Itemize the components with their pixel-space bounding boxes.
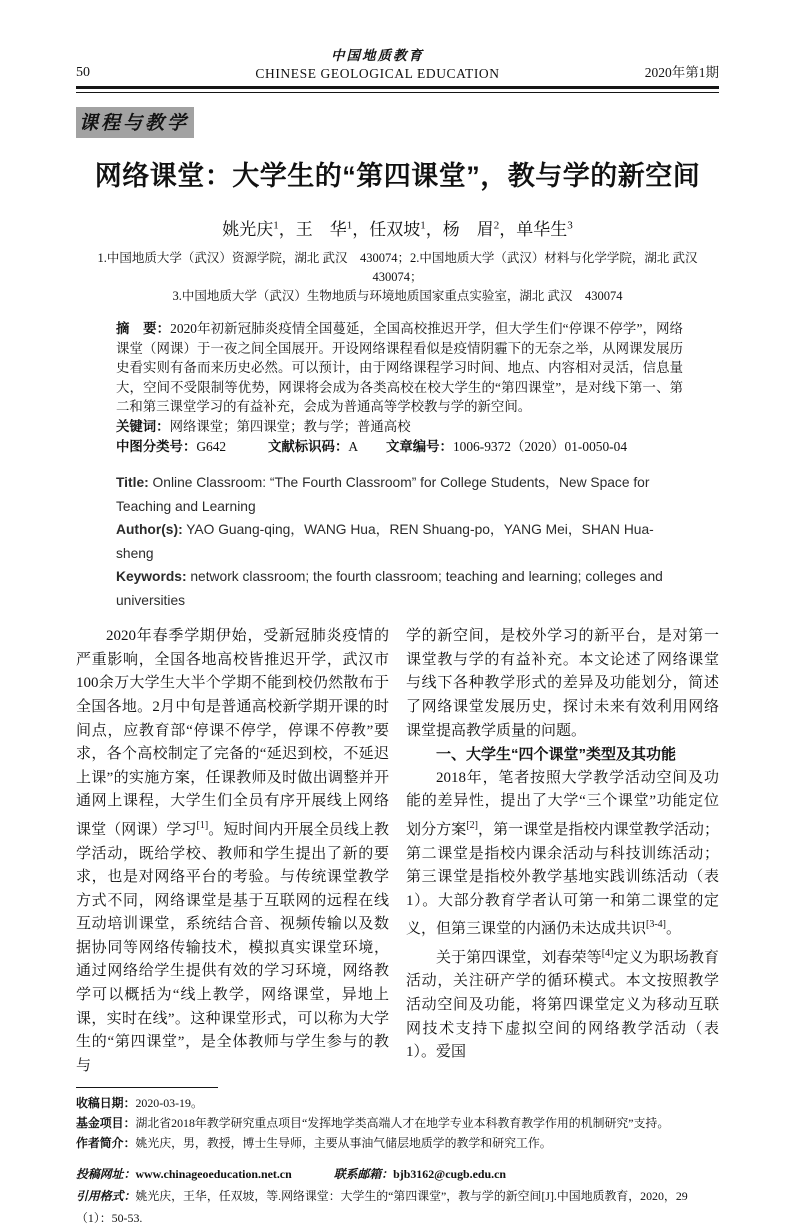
author-affil-sup: 1 <box>346 219 353 232</box>
article-title: 网络课堂：大学生的“第四课堂”，教与学的新空间 <box>94 161 701 191</box>
footnotes <box>76 1093 719 1153</box>
author-affil-sup: 3 <box>567 219 573 232</box>
issue-label: 2020年第1期 <box>644 65 719 80</box>
section-tag: 课程与教学 <box>76 107 194 138</box>
journal-info-block <box>76 1163 719 1229</box>
author-separator: ， <box>499 220 517 239</box>
left-column <box>76 625 389 1078</box>
author: 姚光庆$^1$ <box>222 219 279 239</box>
affiliation-line-2: 3.中国地质大学（武汉）生物地质与环境地质国家重点实验室，湖北 武汉 430074 <box>172 289 623 303</box>
journal-title-en: CHINESE GEOLOGICAL EDUCATION <box>255 66 500 81</box>
front-matter <box>116 319 683 456</box>
author-separator: ， <box>425 220 443 239</box>
article-id: 文章编号：1006-9372（2020）01-0050-04 <box>386 438 628 454</box>
citation-text: 姚光庆，王华，任双坡，等.网络课堂：大学生的“第四课堂”，教与学的新空间[J].中国地质教育，2020，29（1）：50-53. <box>76 1189 688 1226</box>
spacer <box>292 1163 334 1185</box>
contact-email-item: 联系邮箱：bjb3162@cugb.edu.cn <box>333 1167 506 1182</box>
affiliation-line-1: 1.中国地质大学（武汉）资源学院，湖北 武汉 430074；2.中国地质大学（武汉）材料与化学学院，湖北 武汉 430074； <box>97 251 711 284</box>
section-heading: 一、大学生“四个课堂”类型及其功能 <box>436 746 677 764</box>
page-header <box>76 44 719 82</box>
author-affil-sup: 1 <box>420 219 426 232</box>
article-body <box>76 625 719 1078</box>
body-paragraph: 2020年春季学期伊始，受新冠肺炎疫情的严重影响，全国各地高校皆推迟开学，武汉市100余万大学生大半个学期不能到校仍然散布于全国各地。2月中旬是普通高校新学期开课的时间点，应教育部“停课不停学，停课不停教”要求，各个高校制定了完备的“延迟到校，不延迟上课”的实施方案，任课教师及时做出调整并开通网上课程，大学生们全员有序开展线上网络课堂（网课）学习[1]。短时间内开展全员线上教学活动，既给学校、教师和学生提出了新的要求，也是对网络平台的考验。与传统课堂教学方式不同，网络课堂是基于互联网的远程在线互动培训课堂，系统结合音、视频传输以及数据协同等网络传输技术，模拟真实课堂环境，通过网络给学生提供有效的学习环境，网络教学可以概括为“线上教学，网络课堂，异地上课，实时在线”。这种课堂形式，可以称为大学生的“第四课堂”，是全体教师与学生参与的教与 <box>76 628 389 1074</box>
author-line <box>76 215 719 240</box>
header-divider <box>76 86 719 93</box>
clc-number: 中图分类号：G642 <box>116 438 227 454</box>
author: 杨 眉$^2$ <box>442 219 500 239</box>
author: 单华生$^3$ <box>516 219 573 239</box>
author-separator: ， <box>352 220 370 239</box>
journal-title-cn: 中国地质教育 <box>331 48 424 63</box>
document-code: 文献标识码：A <box>268 438 359 454</box>
submission-row <box>76 1163 719 1185</box>
abstract <box>116 319 683 417</box>
right-column <box>406 625 719 1078</box>
reference-mark: [1] <box>196 819 209 831</box>
received-date: 收稿日期：2020-03-19。 <box>76 1096 203 1111</box>
footnote-divider <box>76 1087 218 1088</box>
body-paragraph: 关于第四课堂，刘春荣等[4]定义为职场教育活动，关注研产学的循环模式。本文按照教学活动空间及功能，将第四课堂定义为移动互联网技术支持下虚拟空间的网络教学活动（表1）。爱国 <box>406 947 719 1061</box>
fund-project: 基金项目：湖北省2018年教学研究重点项目“发挥地学类高端人才在地学专业本科教育教学作用的机制研究”支持。 <box>76 1116 670 1131</box>
keywords-cn <box>116 417 683 437</box>
abstract-text: 2020年初新冠肺炎疫情全国蔓延，全国高校推迟开学，但大学生们“停课不停学”，网络课堂（网课）于一夜之间全国展开。开设网络课程看似是疫情阴霾下的无奈之举，从网课发展历史看实则有备而来历史必然。可以预计，由于网络课程学习时间、地点、内容相对灵活，信息量大，空间不受限制等优势，网课将会成为各类高校在校大学生的“第四课堂”，是对线下第一、第二和第三课堂学习的有益补充，会成为普通高等学校教与学的新空间。 <box>116 321 684 415</box>
author-affil-sup: 1 <box>273 219 279 232</box>
page-number: 50 <box>76 65 90 80</box>
english-keywords: Keywords: network classroom; the fourth classroom; teaching and learning; colleges and universities <box>116 569 663 608</box>
citation-row: 引用格式：姚光庆，王华，任双坡，等.网络课堂：大学生的“第四课堂”，教与学的新空间[J].中国地质教育，2020，29（1）：50-53. <box>76 1189 688 1226</box>
journal-masthead <box>146 44 609 82</box>
submission-url: www.chinageoeducation.net.cn <box>135 1167 292 1182</box>
english-title: Title: Online Classroom: “The Fourth Classroom” for College Students，New Space for Teaching and Learning <box>116 475 650 514</box>
english-block <box>116 471 683 612</box>
reference-mark: [3-4] <box>646 919 667 931</box>
affiliations <box>76 249 719 306</box>
submission-site: 投稿网址：www.chinageoeducation.net.cn <box>76 1167 292 1182</box>
author-bio: 作者简介：姚光庆，男，教授，博士生导师，主要从事油气储层地质学的教学和研究工作。 <box>76 1136 552 1151</box>
english-authors: Author(s): YAO Guang-qing，WANG Hua，REN Shuang-po，YANG Mei，SHAN Hua-sheng <box>116 522 654 561</box>
body-paragraph: 学的新空间，是校外学习的新平台，是对第一课堂教与学的有益补充。本文论述了网络课堂与线下各种教学形式的差异及功能划分，简述了网络课堂发展历史，探讨未来有效利用网络课堂提高教学质量的问题。 <box>406 628 719 739</box>
author: 任双坡$^1$ <box>369 219 426 239</box>
abstract-label: 摘 要： <box>116 321 171 336</box>
reference-mark: [4] <box>601 947 614 959</box>
body-paragraph: 2018年，笔者按照大学教学活动空间及功能的差异性，提出了大学“三个课堂”功能定位划分方案[2]，第一课堂是指校内课堂教学活动；第二课堂是指校内课余活动与科技训练活动；第三课堂是指校外教学基地实践训练活动（表1）。大部分教育学者认可第一和第二课堂的定义，但第三课堂的内涵仍未达成共识[3-4]。 <box>406 769 719 938</box>
author-affil-sup: 2 <box>493 219 500 232</box>
keywords-label: 关键词： <box>116 418 170 434</box>
author-separator: ， <box>278 220 296 239</box>
author: 王 华$^1$ <box>295 219 353 239</box>
keywords-text: 网络课堂；第四课堂；教与学；普通高校 <box>169 418 411 434</box>
classification-row <box>116 437 683 457</box>
reference-mark: [2] <box>466 819 478 831</box>
contact-email: bjb3162@cugb.edu.cn <box>393 1167 506 1182</box>
